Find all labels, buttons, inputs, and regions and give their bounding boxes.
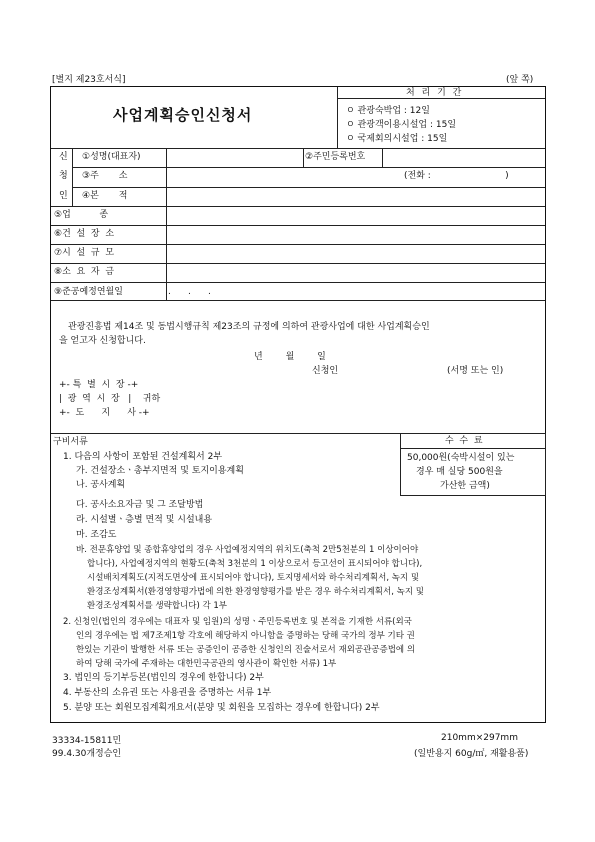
divider <box>51 148 545 149</box>
addressee-line: +- 특 별 시 장 -+ <box>59 380 139 390</box>
approval-note: 99.4.30개정승인 <box>52 749 122 759</box>
resident-number-label: ②주민등록번호 <box>305 152 366 162</box>
fee-line: 가산한 금액) <box>440 481 490 491</box>
document-item: 가. 건설장소ㆍ총부지면적 및 토지이용계획 <box>76 466 244 476</box>
document-item: 라. 시설별ㆍ층별 면적 및 시설내용 <box>76 515 213 525</box>
required-documents-label: 구비서류 <box>53 437 88 447</box>
applicant-side-char: 신 <box>59 152 68 162</box>
page-side: (앞 쪽) <box>506 75 534 85</box>
field-completion-label: ⑨준공예정연월일 <box>54 287 123 297</box>
name-label: ①성명(대표자) <box>82 152 141 162</box>
document-item: 마. 조감도 <box>76 530 117 540</box>
addressee-line: | 광 역 시 장 | 귀하 <box>59 394 161 404</box>
document-item: 나. 공사계획 <box>76 480 126 490</box>
completion-date-value: . . . <box>168 287 211 297</box>
field-scale-label: ⑦시 설 규 모 <box>54 248 115 258</box>
divider <box>72 187 545 188</box>
document-item: 하여 당해 국가에 주재하는 대한민국공관의 영사관이 확인한 서류) 1부 <box>76 659 337 669</box>
address-label: ③주 소 <box>82 171 128 181</box>
field-location-label: ⑥건 설 장 소 <box>54 229 115 239</box>
divider <box>337 87 338 148</box>
divider <box>51 282 545 283</box>
document-item: 환경조성계획서(환경영향평가법에 의한 환경영향평가를 받은 경우 하수처리계획서, 녹지 및 <box>87 587 424 597</box>
document-item: 바. 전문휴양업 및 종합휴양업의 경우 사업예정지역의 위치도(축척 2만5천분의 1 이상이어야 <box>76 545 419 555</box>
divider <box>166 148 167 282</box>
document-item: 2. 신청인(법인의 경우에는 대표자 및 임원)의 성명ㆍ주민등록번호 및 본적을 기재한 서류(외국 <box>63 617 412 627</box>
fee-line: 경우 매 실당 500원을 <box>416 467 503 477</box>
fee-line: 50,000원(숙박시설이 있는 <box>407 453 515 463</box>
divider <box>166 282 167 300</box>
document-item: 다. 공사소요자금 및 그 조달방법 <box>76 500 204 510</box>
paper-size: 210mm×297mm <box>441 733 518 743</box>
processing-item: ㅇ 관광객이용시설업 : 15일 <box>346 120 457 130</box>
divider <box>303 148 304 167</box>
form-code: 33334-15811민 <box>52 736 122 746</box>
divider <box>51 263 545 264</box>
divider <box>51 300 545 301</box>
document-item: 4. 부동산의 소유권 또는 사용권을 증명하는 서류 1부 <box>63 688 272 698</box>
document-item: 5. 분양 또는 회원모집계획개요서(분양 및 회원을 모집하는 경우에 한합니다) 2부 <box>63 703 380 713</box>
divider <box>72 148 73 206</box>
field-funds-label: ⑧소 요 자 금 <box>54 267 115 277</box>
paper-spec: (일반용지 60g/㎡, 재활용품) <box>414 749 529 759</box>
page-title: 사업계획승인신청서 <box>113 106 253 124</box>
applicant-side-char: 청 <box>59 171 68 181</box>
divider <box>72 167 545 168</box>
document-item: 인의 경우에는 법 제7조제1항 각호에 해당하지 아니함을 증명하는 당해 국가의 정부 기타 권 <box>76 631 415 641</box>
document-item: 한있는 기관이 발행한 서류 또는 공증인이 공증한 신청인의 진술서로서 재외공관공증법에 의 <box>76 645 416 655</box>
divider <box>382 148 383 167</box>
applicant-sign-label: 신청인 <box>312 366 339 376</box>
phone-label: (전화 : ) <box>404 171 509 181</box>
document-item: 1. 다음의 사항이 포함된 건설계획서 2부 <box>63 452 223 462</box>
form-number: [별지 제23호서식] <box>52 75 126 85</box>
applicant-side-char: 인 <box>59 191 68 201</box>
processing-period-label: 처 리 기 간 <box>406 88 464 98</box>
field-business-type-label: ⑤업 종 <box>54 210 109 220</box>
statement-line: 을 얻고자 신청합니다. <box>59 336 146 346</box>
document-item: 환경조성계획서를 생략합니다) 각 1부 <box>87 601 227 611</box>
processing-item: ㅇ 국제회의시설업 : 15일 <box>346 134 448 144</box>
addressee-line: +- 도 지 사 -+ <box>59 408 150 418</box>
fee-label: 수 수 료 <box>445 436 483 446</box>
statement-line: 관광진흥법 제14조 및 동법시행규칙 제23조의 규정에 의하여 관광사업에 대한 사업계획승인 <box>68 322 430 332</box>
divider <box>400 448 545 449</box>
processing-item: ㅇ 관광숙박업 : 12일 <box>346 106 430 116</box>
sign-or-seal-label: (서명 또는 인) <box>447 366 504 376</box>
document-item: 합니다), 사업예정지역의 현황도(축척 3천분의 1 이상으로서 등고선이 표시되어야 합니다), <box>87 559 423 569</box>
divider <box>51 206 545 207</box>
divider <box>51 225 545 226</box>
domicile-label: ④본 적 <box>82 191 128 201</box>
divider <box>51 244 545 245</box>
document-item: 3. 법인의 등기부등본(법인의 경우에 한합니다) 2부 <box>63 673 264 683</box>
document-item: 시설배치계획도(지적도면상에 표시되어야 합니다), 토지명세서와 하수처리계획서, 녹지 및 <box>87 573 420 583</box>
date-line: 년 월 일 <box>254 352 326 362</box>
